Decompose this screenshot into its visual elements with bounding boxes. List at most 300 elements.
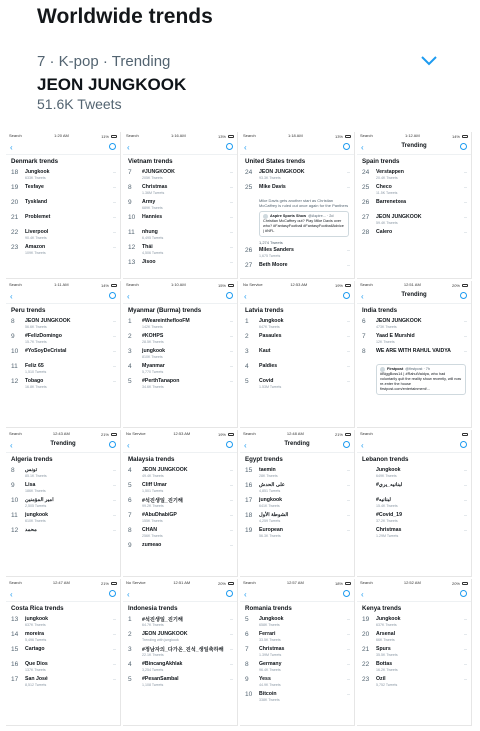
more-options-icon[interactable]: ··· (463, 677, 467, 683)
gear-icon[interactable] (343, 143, 350, 150)
trend-name[interactable]: Paldies (259, 363, 278, 369)
gear-icon[interactable] (109, 590, 116, 597)
more-options-icon[interactable]: ··· (112, 215, 116, 221)
back-arrow-icon[interactable]: ‹ (10, 441, 13, 450)
trend-item[interactable] (6, 227, 120, 242)
trend-name[interactable]: jungkook (25, 512, 49, 518)
more-options-icon[interactable]: ··· (112, 364, 116, 370)
trend-item[interactable] (357, 480, 471, 495)
trend-item[interactable] (240, 376, 354, 391)
trend-item[interactable] (6, 197, 120, 212)
trend-name[interactable]: #석진생일_진기해 (142, 498, 183, 504)
trend-name[interactable]: zumeao (142, 542, 162, 548)
more-options-icon[interactable]: ··· (229, 498, 233, 504)
trend-item[interactable] (6, 525, 120, 540)
more-options-icon[interactable]: ··· (346, 647, 350, 653)
trend-item[interactable] (357, 465, 471, 480)
trend-name[interactable]: Miles Sanders (259, 247, 294, 253)
more-options-icon[interactable]: ··· (112, 513, 116, 519)
trend-name[interactable]: Liverpool (25, 229, 49, 235)
trend-item[interactable] (123, 361, 237, 376)
trend-item[interactable] (357, 629, 471, 644)
trend-name[interactable]: Bitcoin (259, 691, 277, 697)
more-options-icon[interactable]: ··· (112, 379, 116, 385)
trend-name[interactable]: San José (25, 676, 48, 682)
panel-title: Algeria trends (11, 456, 53, 463)
trend-item[interactable] (123, 614, 237, 629)
trend-item[interactable] (240, 525, 354, 540)
trend-name[interactable]: #석진생일_진기해 (142, 617, 183, 623)
trend-name[interactable]: Arsenal (376, 631, 396, 637)
trend-name[interactable]: Problemet (25, 214, 51, 220)
gear-icon[interactable] (226, 143, 233, 150)
trend-name[interactable]: #لبنانيه (376, 497, 391, 503)
trend-item[interactable] (123, 212, 237, 227)
trend-item[interactable] (123, 316, 237, 331)
more-options-icon[interactable]: ··· (463, 647, 467, 653)
trend-item[interactable] (6, 182, 120, 197)
trend-item[interactable] (240, 629, 354, 644)
more-options-icon[interactable]: ··· (346, 513, 350, 519)
trend-tweet-count: 5,752 Tweets (376, 683, 398, 687)
trend-item[interactable] (240, 167, 354, 182)
trend-item[interactable] (123, 167, 237, 182)
trend-item[interactable] (357, 212, 471, 227)
more-options-icon[interactable]: ··· (346, 263, 350, 269)
trend-rank: 26 (362, 199, 370, 206)
more-options-icon[interactable]: ··· (229, 185, 233, 191)
back-arrow-icon[interactable]: ‹ (10, 292, 13, 301)
trend-name[interactable]: JEON JUNGKOOK (376, 318, 422, 324)
trend-item[interactable] (240, 495, 354, 510)
trend-item[interactable] (123, 331, 237, 346)
more-options-icon[interactable]: ··· (112, 349, 116, 355)
more-options-icon[interactable]: ··· (463, 170, 467, 176)
trend-item[interactable] (6, 480, 120, 495)
trend-name[interactable]: CHAN (142, 527, 157, 533)
trend-name[interactable]: Christmas (259, 646, 285, 652)
trend-item[interactable] (6, 376, 120, 391)
trend-item[interactable] (240, 331, 354, 346)
more-options-icon[interactable]: ··· (346, 248, 350, 254)
trend-name[interactable]: Ozil (376, 676, 386, 682)
trend-name[interactable]: Pasaules (259, 333, 282, 339)
trend-name[interactable]: JEON JUNGKOOK (25, 318, 71, 324)
gear-icon[interactable] (460, 143, 467, 150)
more-options-icon[interactable]: ··· (463, 617, 467, 623)
trend-name[interactable]: #YoSoyDeCristal (25, 348, 67, 354)
trend-item[interactable] (123, 182, 237, 197)
trend-name[interactable]: #PerthTanapon (142, 378, 180, 384)
trend-item[interactable] (6, 510, 120, 525)
trend-name[interactable]: Jungkook (376, 616, 401, 622)
nav-bar (6, 289, 120, 304)
more-options-icon[interactable]: ··· (463, 215, 467, 221)
more-options-icon[interactable]: ··· (229, 319, 233, 325)
more-options-icon[interactable]: ··· (346, 632, 350, 638)
more-options-icon[interactable]: ··· (346, 185, 350, 191)
trend-item[interactable] (357, 182, 471, 197)
trend-name[interactable]: Jungkook (259, 616, 284, 622)
trend-name[interactable]: Jungkook (376, 467, 401, 473)
trend-item[interactable] (357, 495, 471, 510)
more-options-icon[interactable]: ··· (229, 677, 233, 683)
trend-item[interactable] (357, 510, 471, 525)
trend-tweet-count: 109K Tweets (25, 251, 46, 255)
trend-item[interactable] (357, 525, 471, 540)
status-bar (123, 132, 237, 140)
trend-name[interactable]: JEON JUNGKOOK (259, 169, 305, 175)
back-arrow-icon[interactable]: ‹ (244, 143, 247, 152)
trend-name[interactable]: Cliff Umar (142, 482, 167, 488)
trend-name[interactable]: European (259, 527, 283, 533)
trend-item[interactable] (123, 257, 237, 272)
more-options-icon[interactable]: ··· (346, 379, 350, 385)
gear-icon[interactable] (460, 292, 467, 299)
more-options-icon[interactable]: ··· (346, 468, 350, 474)
more-options-icon[interactable]: ··· (346, 692, 350, 698)
trend-name[interactable]: محمد (25, 527, 37, 533)
more-options-icon[interactable]: ··· (463, 483, 467, 489)
trend-name[interactable]: jungkook (259, 497, 283, 503)
trend-name[interactable]: Amazon (25, 244, 46, 250)
more-options-icon[interactable]: ··· (229, 230, 233, 236)
back-arrow-icon[interactable]: ‹ (361, 590, 364, 599)
trend-item[interactable] (6, 331, 120, 346)
gear-icon[interactable] (109, 292, 116, 299)
trend-name[interactable]: Covid (259, 378, 274, 384)
trend-name[interactable]: Jungkook (259, 318, 284, 324)
trend-name[interactable]: #لبنانيه_يري (376, 482, 403, 488)
trend-item[interactable] (240, 361, 354, 376)
trend-name[interactable]: JEON JUNGKOOK (376, 214, 422, 220)
more-options-icon[interactable]: ··· (229, 468, 233, 474)
more-options-icon[interactable]: ··· (229, 483, 233, 489)
trend-name[interactable]: Barrenetxea (376, 199, 406, 205)
trend-item[interactable] (6, 465, 120, 480)
back-arrow-icon[interactable]: ‹ (244, 441, 247, 450)
trend-item[interactable] (6, 495, 120, 510)
trend-name[interactable]: Spurs (376, 646, 391, 652)
trend-item[interactable] (240, 260, 354, 275)
trend-item[interactable] (6, 242, 120, 257)
trend-item[interactable] (6, 361, 120, 376)
more-options-icon[interactable]: ··· (229, 528, 233, 534)
trend-name[interactable]: Que Dios (25, 661, 48, 667)
trend-item[interactable] (123, 465, 237, 480)
trend-item[interactable] (123, 242, 237, 257)
trend-name[interactable]: Thái (142, 244, 153, 250)
trend-item[interactable] (6, 674, 120, 689)
trend-name[interactable]: JEON JUNGKOOK (37, 75, 187, 94)
more-options-icon[interactable]: ··· (229, 662, 233, 668)
more-options-icon[interactable]: ··· (112, 200, 116, 206)
more-options-icon[interactable]: ··· (112, 662, 116, 668)
trend-name[interactable]: Army (142, 199, 156, 205)
trend-name[interactable]: Yess (259, 676, 271, 682)
battery-icon (111, 582, 117, 585)
trend-rank: 16 (245, 482, 253, 489)
trend-item[interactable] (123, 197, 237, 212)
trend-item[interactable] (6, 212, 120, 227)
trend-tweet-count: 99.2K Tweets (142, 504, 164, 508)
trend-name[interactable]: Tesfaye (25, 184, 44, 190)
trend-name[interactable]: jungkook (25, 616, 49, 622)
trend-item[interactable] (123, 525, 237, 540)
trend-item[interactable] (240, 659, 354, 674)
trend-name[interactable]: jungkook (142, 348, 166, 354)
more-options-icon[interactable]: ··· (112, 528, 116, 534)
more-options-icon[interactable]: ··· (463, 230, 467, 236)
trend-item[interactable] (123, 674, 237, 689)
more-options-icon[interactable]: ··· (463, 662, 467, 668)
trend-name[interactable]: taemin (259, 467, 276, 473)
trend-name[interactable]: Hannies (142, 214, 163, 220)
trend-name[interactable]: Jisoo (142, 259, 156, 265)
more-options-icon[interactable]: ··· (229, 543, 233, 549)
panel-title: Spain trends (362, 158, 400, 165)
gear-icon[interactable] (343, 590, 350, 597)
trend-name[interactable]: Verstappen (376, 169, 404, 175)
more-options-icon[interactable]: ··· (229, 215, 233, 221)
trend-name[interactable]: #WeareintheflooFM (142, 318, 190, 324)
more-options-icon[interactable]: ··· (229, 200, 233, 206)
back-arrow-icon[interactable]: ‹ (244, 590, 247, 599)
gear-icon[interactable] (226, 590, 233, 597)
gear-icon[interactable] (109, 441, 116, 448)
trend-item[interactable] (240, 644, 354, 659)
more-options-icon[interactable]: ··· (346, 170, 350, 176)
trend-name[interactable]: Tyskland (25, 199, 48, 205)
tweet-card[interactable] (376, 364, 466, 395)
trend-item[interactable] (240, 480, 354, 495)
trend-item[interactable] (240, 689, 354, 704)
trend-item[interactable] (357, 644, 471, 659)
trend-item[interactable] (123, 659, 237, 674)
more-options-icon[interactable]: ··· (346, 677, 350, 683)
trend-rank: 2 (128, 631, 132, 638)
more-options-icon[interactable]: ··· (346, 483, 350, 489)
more-options-icon[interactable]: ··· (346, 662, 350, 668)
trend-name[interactable]: #JUNGKOOK (142, 169, 175, 175)
gear-icon[interactable] (226, 292, 233, 299)
more-options-icon[interactable]: ··· (463, 632, 467, 638)
chevron-down-icon[interactable] (420, 55, 438, 67)
trend-item[interactable] (357, 674, 471, 689)
more-options-icon[interactable]: ··· (229, 364, 233, 370)
back-arrow-icon[interactable]: ‹ (361, 143, 364, 152)
trend-name[interactable]: Mike Davis (259, 184, 286, 190)
more-options-icon[interactable]: ··· (463, 498, 467, 504)
trend-name[interactable]: #정남자의_다가온_진석_생일축하해 (142, 647, 224, 653)
trend-tweet-count: 1.53M Tweets (259, 385, 282, 389)
trend-name[interactable]: #PesanSambal (142, 676, 179, 682)
trend-rank: 24 (362, 169, 370, 176)
trend-name[interactable]: Christmas (142, 184, 168, 190)
trend-item[interactable] (123, 495, 237, 510)
trend-item[interactable] (240, 316, 354, 331)
trend-rank: 1 (128, 318, 132, 325)
more-options-icon[interactable]: ··· (229, 260, 233, 266)
more-options-icon[interactable]: ··· (112, 483, 116, 489)
trend-item[interactable] (240, 614, 354, 629)
trend-name[interactable]: Ferrari (259, 631, 276, 637)
tweet-card[interactable] (259, 211, 349, 237)
more-options-icon[interactable]: ··· (112, 632, 116, 638)
trend-item[interactable] (357, 167, 471, 182)
more-options-icon[interactable]: ··· (112, 617, 116, 623)
trend-name[interactable]: Germany (259, 661, 282, 667)
trend-name[interactable]: Tobago (25, 378, 44, 384)
trend-name[interactable]: JEON JUNGKOOK (142, 631, 188, 637)
more-options-icon[interactable]: ··· (463, 319, 467, 325)
trend-name[interactable]: Myanmar (142, 363, 165, 369)
trend-item[interactable] (240, 245, 354, 260)
trend-item[interactable] (6, 346, 120, 361)
more-options-icon[interactable]: ··· (112, 334, 116, 340)
trend-item[interactable] (6, 167, 120, 182)
trend-item[interactable] (6, 316, 120, 331)
trend-name[interactable]: moreira (25, 631, 45, 637)
more-options-icon[interactable]: ··· (112, 245, 116, 251)
trend-item[interactable] (6, 659, 120, 674)
trend-name[interactable]: تونس (25, 467, 38, 473)
trend-name[interactable]: Feliz 65 (25, 363, 44, 369)
more-options-icon[interactable]: ··· (229, 617, 233, 623)
more-options-icon[interactable]: ··· (229, 334, 233, 340)
trend-name[interactable]: #Covid_19 (376, 512, 402, 518)
trend-name[interactable]: Yaad E Murshid (376, 333, 415, 339)
gear-icon[interactable] (109, 143, 116, 150)
panel-title: Kenya trends (362, 605, 402, 612)
trend-item[interactable] (123, 644, 237, 659)
trend-tweet-count: 16.8K Tweets (25, 385, 47, 389)
more-options-icon[interactable]: ··· (346, 498, 350, 504)
trend-name[interactable]: WE ARE WITH RAHUL VAIDYA (376, 348, 451, 354)
more-options-icon[interactable]: ··· (229, 513, 233, 519)
more-options-icon[interactable]: ··· (463, 185, 467, 191)
back-arrow-icon[interactable]: ‹ (127, 143, 130, 152)
trend-item[interactable] (6, 644, 120, 659)
trend-item[interactable] (123, 346, 237, 361)
trend-item[interactable] (6, 614, 120, 629)
more-options-icon[interactable]: ··· (229, 379, 233, 385)
trend-name[interactable]: nhung (142, 229, 158, 235)
trend-item[interactable] (240, 182, 354, 197)
back-arrow-icon[interactable]: ‹ (10, 143, 13, 152)
trend-item[interactable] (123, 629, 237, 644)
back-arrow-icon[interactable]: ‹ (127, 292, 130, 301)
trend-item[interactable] (240, 465, 354, 480)
more-options-icon[interactable]: ··· (112, 170, 116, 176)
trend-item[interactable] (357, 659, 471, 674)
more-options-icon[interactable]: ··· (463, 334, 467, 340)
trend-item[interactable] (123, 480, 237, 495)
gear-icon[interactable] (343, 292, 350, 299)
more-options-icon[interactable]: ··· (346, 617, 350, 623)
more-options-icon[interactable]: ··· (346, 349, 350, 355)
trend-name[interactable]: الشوطة الأول (259, 512, 289, 518)
status-bar (240, 579, 354, 587)
back-arrow-icon[interactable]: ‹ (244, 292, 247, 301)
trend-item[interactable] (240, 510, 354, 525)
trend-tweet-count: 1.36M Tweets (142, 191, 165, 195)
trend-item[interactable] (357, 346, 471, 361)
trend-name[interactable]: JEON JUNGKOOK (142, 467, 188, 473)
more-options-icon[interactable]: ··· (112, 677, 116, 683)
trend-item[interactable] (357, 614, 471, 629)
back-arrow-icon[interactable]: ‹ (127, 441, 130, 450)
back-arrow-icon[interactable]: ‹ (361, 292, 364, 301)
more-options-icon[interactable]: ··· (112, 230, 116, 236)
trend-item[interactable] (357, 227, 471, 242)
more-options-icon[interactable]: ··· (229, 245, 233, 251)
trend-name[interactable]: Jungkook (25, 169, 50, 175)
gear-icon[interactable] (460, 441, 467, 448)
trend-item[interactable] (357, 331, 471, 346)
more-options-icon[interactable]: ··· (346, 334, 350, 340)
more-options-icon[interactable]: ··· (346, 364, 350, 370)
trend-item[interactable] (357, 316, 471, 331)
trend-item[interactable] (357, 197, 471, 212)
more-options-icon[interactable]: ··· (463, 528, 467, 534)
trend-item[interactable] (123, 376, 237, 391)
more-options-icon[interactable]: ··· (229, 632, 233, 638)
more-options-icon[interactable]: ··· (112, 647, 116, 653)
trend-item[interactable] (123, 510, 237, 525)
gear-icon[interactable] (226, 441, 233, 448)
trend-name[interactable]: #FelizDomingo (25, 333, 62, 339)
trend-item[interactable] (240, 346, 354, 361)
more-options-icon[interactable]: ··· (463, 513, 467, 519)
trend-name[interactable]: Bottas (376, 661, 393, 667)
gear-icon[interactable] (343, 441, 350, 448)
more-options-icon[interactable]: ··· (463, 468, 467, 474)
trend-name[interactable]: Kaut (259, 348, 271, 354)
more-options-icon[interactable]: ··· (463, 349, 467, 355)
trend-name[interactable]: على الحدش (259, 482, 286, 488)
trend-item[interactable] (240, 674, 354, 689)
trend-name[interactable]: Christmas (376, 527, 402, 533)
more-options-icon[interactable]: ··· (229, 349, 233, 355)
trend-item[interactable] (6, 629, 120, 644)
back-arrow-icon[interactable]: ‹ (361, 441, 364, 450)
more-options-icon[interactable]: ··· (112, 468, 116, 474)
trend-name[interactable]: Checo (376, 184, 392, 190)
trend-name[interactable]: Beth Moore (259, 262, 288, 268)
more-options-icon[interactable]: ··· (463, 200, 467, 206)
trend-name[interactable]: Cartago (25, 646, 45, 652)
trend-name[interactable]: Calero (376, 229, 393, 235)
trend-name[interactable]: #KOHPS (142, 333, 164, 339)
more-options-icon[interactable]: ··· (229, 647, 233, 653)
trend-name[interactable]: امير المؤمنين (25, 497, 54, 503)
back-arrow-icon[interactable]: ‹ (127, 590, 130, 599)
more-options-icon[interactable]: ··· (112, 498, 116, 504)
trend-name[interactable]: #BincangAkhlak (142, 661, 183, 667)
trend-name[interactable]: #AbuDhabiGP (142, 512, 177, 518)
trend-item[interactable] (123, 227, 237, 242)
gear-icon[interactable] (460, 590, 467, 597)
more-options-icon[interactable]: ··· (112, 319, 116, 325)
back-arrow-icon[interactable]: ‹ (10, 590, 13, 599)
more-options-icon[interactable]: ··· (229, 170, 233, 176)
trend-item[interactable] (123, 540, 237, 555)
more-options-icon[interactable]: ··· (346, 528, 350, 534)
more-options-icon[interactable]: ··· (112, 185, 116, 191)
more-options-icon[interactable]: ··· (346, 319, 350, 325)
trend-name[interactable]: Lisa (25, 482, 36, 488)
